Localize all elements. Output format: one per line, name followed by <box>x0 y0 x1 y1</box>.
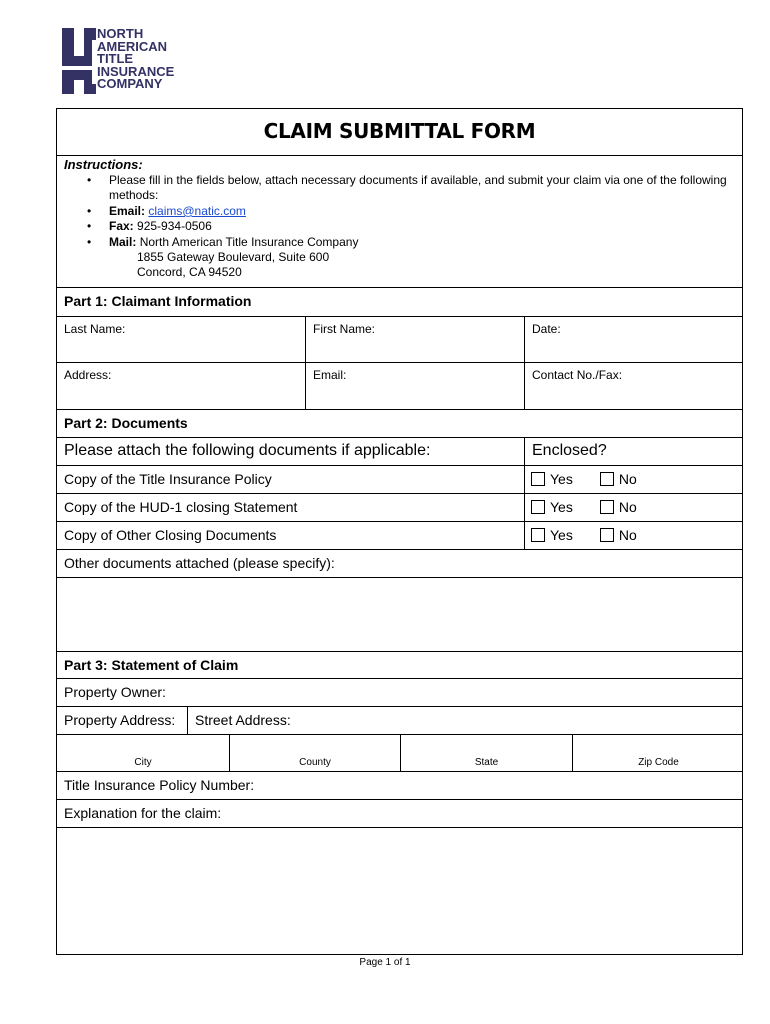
document-label: Copy of the HUD-1 closing Statement <box>64 499 298 515</box>
contact-field[interactable]: Contact No./Fax: <box>524 363 744 409</box>
property-address-label: Property Address: <box>64 712 176 728</box>
logo-line: TITLE <box>97 51 134 67</box>
no-checkbox[interactable] <box>600 528 614 542</box>
page-number: Page 1 of 1 <box>359 957 411 968</box>
instruction-item: • Fax: 925-934-0506 <box>87 219 212 234</box>
documents-header-row <box>57 437 742 465</box>
date-field[interactable]: Date: <box>524 317 744 362</box>
document-label: Copy of the Title Insurance Policy <box>64 471 272 487</box>
city-county-state-zip-row <box>57 734 742 771</box>
claimant-row-2 <box>57 362 742 409</box>
part3-heading: Part 3: Statement of Claim <box>64 657 239 673</box>
part2-header <box>57 409 742 437</box>
explanation-field[interactable] <box>57 827 742 955</box>
attach-header: Please attach the following documents if applicable: <box>64 442 431 459</box>
instruction-item: • Please fill in the fields below, attach necessary documents if available, and submit your claim via one of the following methods: <box>87 173 727 203</box>
explanation-label-row <box>57 799 742 827</box>
part3-header <box>57 651 742 678</box>
state-field[interactable]: State <box>400 735 572 771</box>
instructions-list <box>87 173 727 281</box>
address-field[interactable]: Address: <box>64 368 112 382</box>
county-field[interactable]: County <box>229 735 400 771</box>
claimant-row-1 <box>57 316 742 362</box>
part1-header <box>57 287 742 316</box>
other-docs-row <box>57 549 742 577</box>
part1-heading: Part 1: Claimant Information <box>64 293 252 309</box>
divider <box>57 155 742 156</box>
logo-line: INSURANCE <box>97 63 175 79</box>
form-title: CLAIM SUBMITTAL FORM <box>263 119 536 143</box>
email-field[interactable]: Email: <box>305 363 524 409</box>
enclosed-header: Enclosed? <box>532 442 607 459</box>
explanation-label: Explanation for the claim: <box>64 805 222 821</box>
mail-line: Concord, CA 94520 <box>137 265 242 280</box>
logo-line: NORTH <box>97 26 144 41</box>
yes-checkbox[interactable] <box>531 528 545 542</box>
logo-line: AMERICAN <box>97 38 168 54</box>
instruction-item: • Mail: North American Title Insurance Company 1855 Gateway Boulevard, Suite 600 Concord, CA 94520 <box>87 235 727 281</box>
email-link[interactable]: claims@natic.com <box>148 203 246 218</box>
logo-line: COMPANY <box>97 76 163 92</box>
zip-field[interactable]: Zip Code <box>572 735 744 771</box>
mail-line: 1855 Gateway Boulevard, Suite 600 <box>137 250 330 265</box>
street-address-field[interactable]: Street Address: <box>187 707 744 734</box>
no-checkbox[interactable] <box>600 472 614 486</box>
other-docs-field[interactable] <box>57 577 742 651</box>
other-docs-label: Other documents attached (please specify): <box>64 555 335 571</box>
document-row: Copy of the HUD-1 closing Statement Yes No <box>57 493 742 521</box>
city-field[interactable]: City <box>134 757 152 768</box>
part2-heading: Part 2: Documents <box>64 415 188 431</box>
property-owner-field[interactable]: Property Owner: <box>57 678 742 706</box>
document-row: Copy of the Title Insurance Policy Yes No <box>57 465 742 493</box>
document-row: Copy of Other Closing Documents Yes No <box>57 521 742 549</box>
claim-form <box>56 108 743 955</box>
document-label: Copy of Other Closing Documents <box>64 527 277 543</box>
no-checkbox[interactable] <box>600 500 614 514</box>
policy-number-field[interactable]: Title Insurance Policy Number: <box>57 771 742 799</box>
company-name <box>97 28 174 91</box>
instructions-heading: Instructions: <box>64 157 143 172</box>
property-address-row <box>57 706 742 734</box>
yes-checkbox[interactable] <box>531 472 545 486</box>
first-name-field[interactable]: First Name: <box>305 317 524 362</box>
yes-checkbox[interactable] <box>531 500 545 514</box>
instruction-item: • Email: claims@natic.com <box>87 203 246 218</box>
last-name-field[interactable]: Last Name: <box>64 322 126 336</box>
